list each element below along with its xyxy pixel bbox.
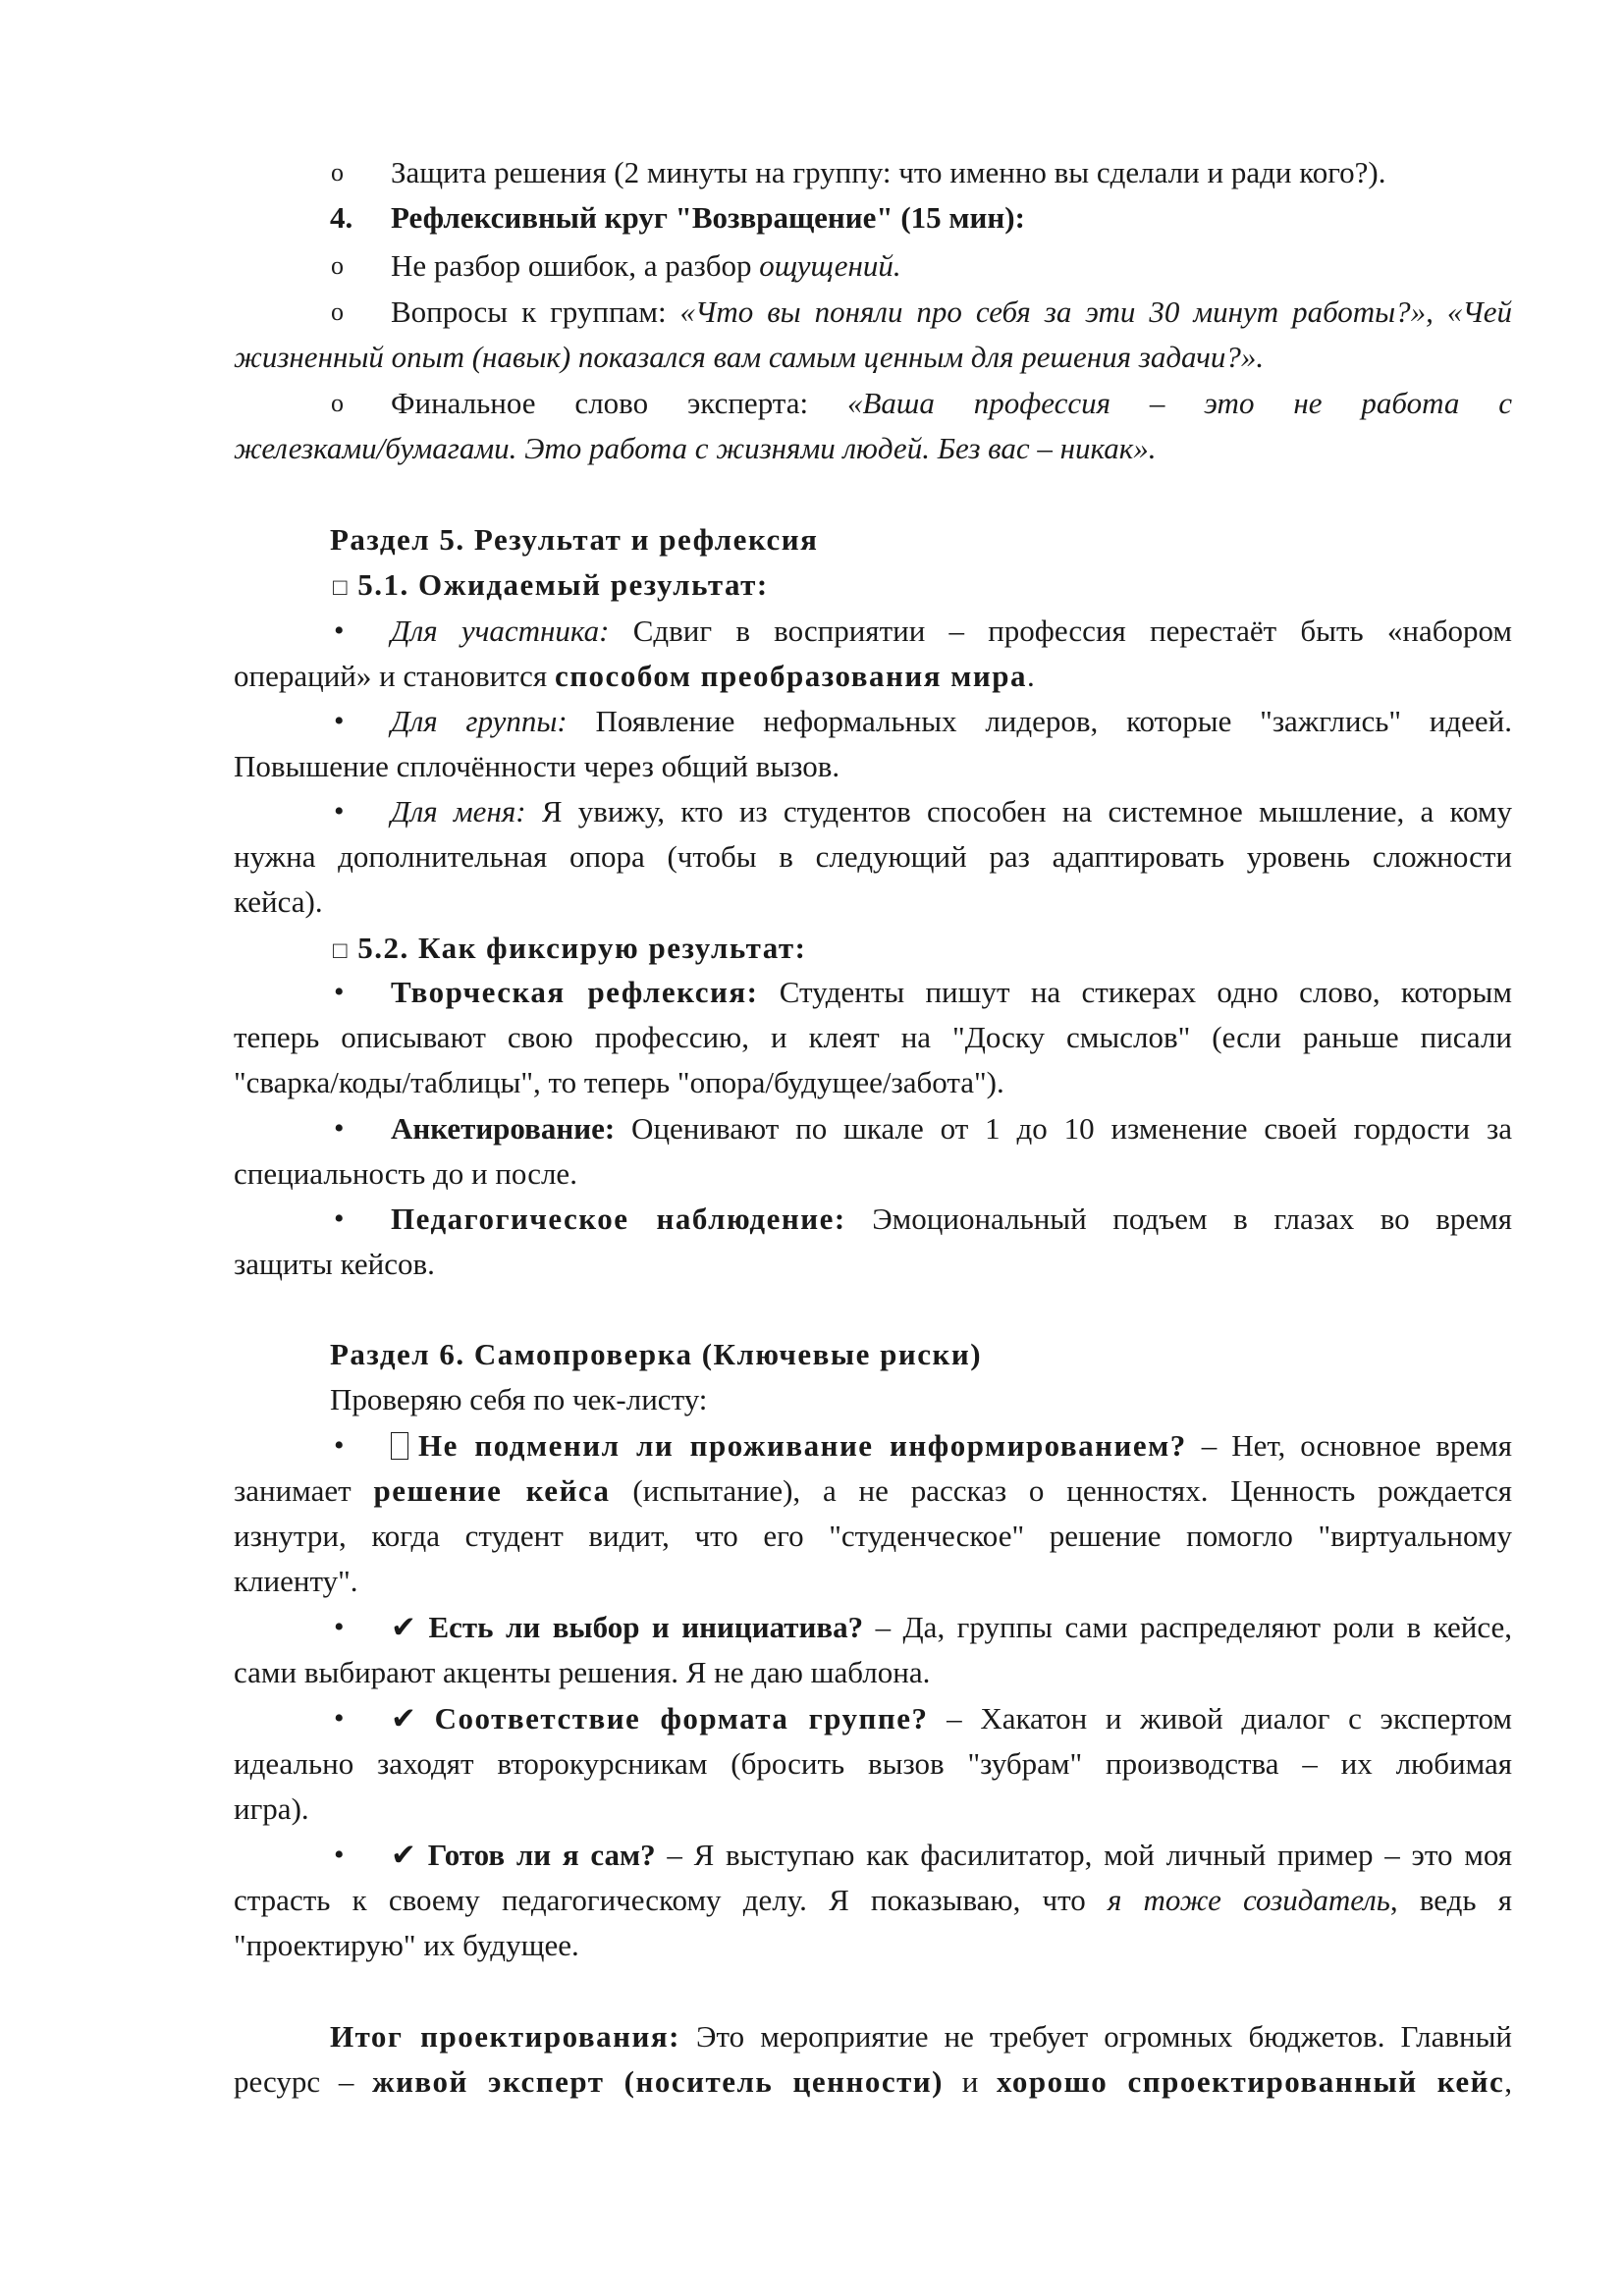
d1-line2 — [234, 1473, 1512, 1509]
sub52-heading — [333, 931, 806, 969]
c2-line1 — [391, 1111, 1512, 1147]
section5-heading: Раздел 5. Результат и рефлексия — [330, 522, 819, 557]
d4-line2-italic: я тоже созидатель — [1107, 1883, 1390, 1917]
b3-rest: Я увижу, кто из студентов способен на системное мышление, а кому — [525, 794, 1512, 828]
d4-line2-end: , ведь я — [1389, 1883, 1512, 1917]
d1-line2-rest: (испытание), а не рассказ о ценностях. Ценность рождается — [610, 1473, 1513, 1508]
conclusion-line2-bold2: хорошо спроектированный кейс — [997, 2064, 1505, 2099]
c1-rest: Студенты пишут на стикерах одно слово, которым — [758, 975, 1513, 1009]
bullet-icon: • — [334, 1839, 345, 1871]
b2-line2: Повышение сплочённости через общий вызов. — [234, 749, 840, 783]
d1-line4: клиенту". — [234, 1564, 358, 1598]
c2-bold: Анкетирование: — [391, 1111, 616, 1146]
d1-bold: Не подменил ли проживание информированием? — [418, 1428, 1187, 1463]
conclusion-line2-start: ресурс – — [234, 2064, 373, 2099]
c2-rest: Оценивают по шкале от 1 до 10 изменение своей гордости за — [615, 1111, 1512, 1146]
c2-line2: специальность до и после. — [234, 1156, 577, 1191]
c3-line1 — [391, 1201, 1512, 1237]
c1-line1 — [391, 975, 1512, 1010]
conclusion-line2-mid: и — [944, 2064, 998, 2099]
b1-line2 — [234, 659, 1035, 694]
bullet-icon: • — [334, 1611, 345, 1643]
c1-line2: теперь описывают свою профессию, и клеят на "Доску смыслов" (если раньше писали — [234, 1020, 1512, 1054]
b1-rest: Сдвиг в восприятии – профессия перестаёт быть «набором — [609, 614, 1512, 648]
d2-bold: Есть ли выбор и инициатива? — [428, 1610, 864, 1644]
d2-rest: – Да, группы сами распределяют роли в кейсе, — [863, 1610, 1512, 1644]
item4-number: 4. — [330, 200, 353, 235]
d4-bold: Готов ли я сам? — [427, 1838, 656, 1872]
conclusion-line2-bold1: живой эксперт (носитель ценности) — [372, 2064, 944, 2099]
sub3-line1 — [391, 386, 1512, 421]
item4-title: Рефлексивный круг "Возвращение" (15 мин): — [391, 200, 1025, 235]
sub3-italic-1: «Ваша профессия – это не работа с — [846, 386, 1512, 420]
d1-rest: – Нет, основное время — [1186, 1428, 1513, 1463]
d1-line1 — [391, 1428, 1512, 1464]
b1-italic: Для участника: — [391, 614, 610, 648]
bullet-icon: • — [334, 795, 345, 828]
d3-line3: игра). — [234, 1791, 309, 1826]
b3-line2: нужна дополнительная опора (чтобы в следующий раз адаптировать уровень сложности — [234, 839, 1512, 874]
d1-line3: изнутри, когда студент видит, что его "студенческое" решение помогло "виртуальному — [234, 1519, 1512, 1553]
c1-bold: Творческая рефлексия: — [391, 975, 759, 1009]
defense-item: Защита решения (2 минуты на группу: что именно вы сделали и ради кого?). — [391, 155, 1386, 189]
d3-line2: идеально заходят второкурсникам (бросить вызов "зубрам" производства – их любимая — [234, 1746, 1512, 1781]
conclusion-line1 — [330, 2019, 1512, 2055]
b1-line2-start: операций» и становится — [234, 659, 555, 693]
section6-intro: Проверяю себя по чек-листу: — [330, 1382, 708, 1416]
bullet-icon: • — [334, 976, 345, 1008]
d2-line2: сами выбирают акценты решения. Я не даю шаблона. — [234, 1655, 931, 1689]
b1-line2-end: . — [1027, 659, 1035, 693]
d3-rest: – Хакатон и живой диалог с экспертом — [928, 1701, 1513, 1735]
d4-line3: "проектирую" их будущее. — [234, 1928, 579, 1962]
bullet-icon: • — [334, 1112, 345, 1145]
d2-line1 — [391, 1610, 1512, 1645]
conclusion-line2 — [234, 2064, 1512, 2100]
bullet-icon: • — [334, 1202, 345, 1235]
sub51-title: 5.1. Ожидаемый результат: — [357, 567, 769, 602]
c3-rest: Эмоциональный подъем в глазах во время — [845, 1201, 1512, 1236]
sub2-line2 — [234, 340, 1264, 375]
sub2-italic-1: «Что вы поняли про себя за эти 30 минут работы?», «Чей — [679, 294, 1512, 329]
d4-line1 — [391, 1838, 1512, 1873]
b3-line3: кейса). — [234, 884, 323, 919]
d4-line2-start: страсть к своему педагогическому делу. Я показываю, что — [234, 1883, 1108, 1917]
circle-bullet-icon: o — [331, 251, 344, 280]
b3-line1 — [391, 794, 1512, 829]
d3-line1 — [391, 1701, 1512, 1736]
c1-line3: "сварка/коды/таблицы", то теперь "опора/будущее/забота"). — [234, 1065, 1004, 1099]
bullet-icon: • — [334, 1702, 345, 1735]
bullet-icon: • — [334, 614, 345, 647]
c3-bold: Педагогическое наблюдение: — [391, 1201, 846, 1236]
bullet-icon: • — [334, 1429, 345, 1462]
circle-bullet-icon: o — [331, 158, 344, 187]
section6-heading: Раздел 6. Самопроверка (Ключевые риски) — [330, 1337, 983, 1371]
b2-line1 — [391, 704, 1512, 739]
b1-line1 — [391, 614, 1512, 649]
sub2-italic-2: жизненный опыт (навык) показался вам самым ценным для решения задачи?». — [234, 340, 1265, 374]
d3-bold: Соответствие формата группе? — [434, 1701, 929, 1735]
sub3-italic-2: железками/бумагами. Это работа с жизнями людей. Без вас – никак». — [234, 431, 1157, 465]
sub2-label: Вопросы к группам: — [391, 294, 680, 329]
b2-italic: Для группы: — [391, 704, 568, 738]
sub1-line — [391, 248, 901, 284]
sub52-title: 5.2. Как фиксирую результат: — [357, 931, 807, 965]
sub1-italic: ощущений. — [759, 248, 901, 283]
conclusion-rest: Это мероприятие не требует огромных бюджетов. Главный — [679, 2019, 1512, 2054]
conclusion-line2-end: , — [1504, 2064, 1512, 2099]
checkbox-square-icon: □ — [333, 938, 349, 964]
d4-rest: – Я выступаю как фасилитатор, мой личный пример – это моя — [655, 1838, 1513, 1872]
sub3-label: Финальное слово эксперта: — [391, 386, 847, 420]
check-mark-icon: ✔ — [391, 1610, 416, 1644]
sub1-text: Не разбор ошибок, а разбор — [391, 248, 760, 283]
sub3-line2 — [234, 431, 1157, 466]
missing-glyph-icon — [391, 1432, 408, 1460]
checkbox-square-icon: □ — [333, 575, 349, 601]
b3-italic: Для меня: — [391, 794, 526, 828]
b2-rest: Появление неформальных лидеров, которые "зажглись" идеей. — [567, 704, 1512, 738]
conclusion-label: Итог проектирования: — [330, 2019, 680, 2054]
bullet-icon: • — [334, 705, 345, 737]
circle-bullet-icon: o — [331, 389, 344, 417]
check-mark-icon: ✔ — [391, 1838, 416, 1872]
circle-bullet-icon: o — [331, 297, 344, 326]
d1-line2-start: занимает — [234, 1473, 374, 1508]
d4-line2 — [234, 1883, 1512, 1918]
d1-line2-bold: решение кейса — [373, 1473, 611, 1508]
c3-line2: защиты кейсов. — [234, 1247, 435, 1281]
sub2-line1 — [391, 294, 1512, 330]
check-mark-icon: ✔ — [391, 1701, 416, 1735]
sub51-heading — [333, 567, 769, 606]
b1-line2-bold: способом преобразования мира — [554, 659, 1027, 693]
